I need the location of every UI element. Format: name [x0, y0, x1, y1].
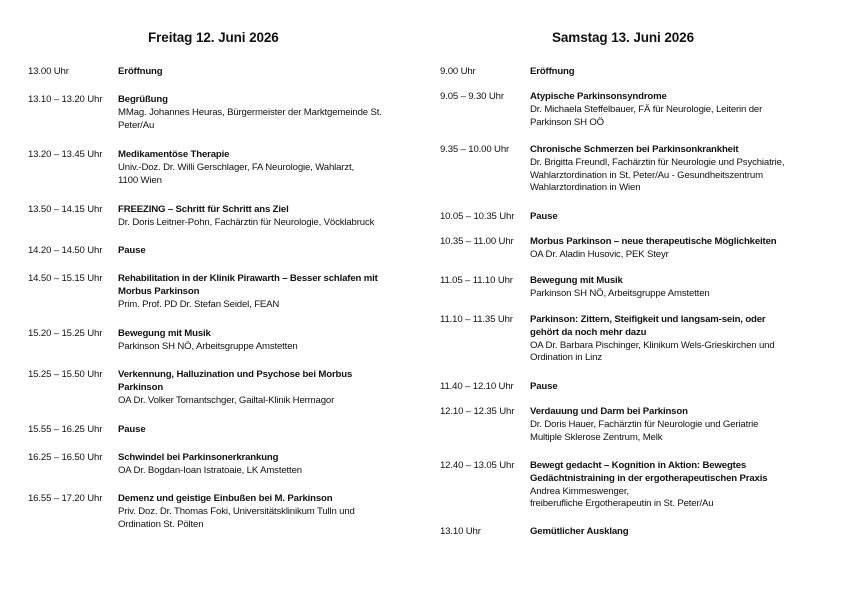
entry-content	[530, 406, 820, 444]
entry-title: Chronische Schmerzen bei Parkinsonkrankheit	[530, 144, 739, 155]
entry-title: Gemütlicher Ausklang	[530, 526, 629, 537]
entry-time: 10.05 – 10.35 Uhr	[440, 211, 515, 222]
entry-title: Bewegung mit Musik	[530, 275, 623, 286]
entry-content	[118, 452, 408, 478]
entry-speaker: Parkinson SH NÖ, Arbeitsgruppe Amstetten	[530, 287, 710, 299]
entry-time: 13.20 – 13.45 Uhr	[28, 149, 103, 160]
entry-content	[530, 91, 820, 129]
entry-content	[530, 460, 820, 511]
entry-content	[118, 149, 408, 187]
entry-content	[530, 236, 820, 262]
entry-title: Verkennung, Halluzination und Psychose bei Morbus Parkinson	[118, 369, 353, 393]
entry-time: 15.20 – 15.25 Uhr	[28, 328, 103, 339]
entry-content	[118, 493, 408, 531]
entry-time: 13.10 – 13.20 Uhr	[28, 94, 103, 105]
friday-heading: Freitag 12. Juni 2026	[148, 30, 279, 45]
entry-title: Rehabilitation in der Klinik Pirawarth – Besser schlafen mit Morbus Parkinson	[118, 273, 378, 297]
entry-speaker: Dr. Doris Leitner-Pohn, Fachärztin für Neurologie, Vöcklabruck	[118, 216, 375, 228]
entry-content	[530, 314, 820, 365]
entry-title: Pause	[118, 424, 146, 435]
entry-title: Bewegung mit Musik	[118, 328, 211, 339]
entry-time: 16.55 – 17.20 Uhr	[28, 493, 103, 504]
entry-time: 11.40 – 12.10 Uhr	[440, 381, 514, 392]
entry-speaker: Parkinson SH NÖ, Arbeitsgruppe Amstetten	[118, 340, 298, 352]
entry-content	[118, 204, 408, 230]
entry-title: FREEZING – Schritt für Schritt ans Ziel	[118, 204, 289, 215]
entry-title: Bewegt gedacht – Kognition in Aktion: Bewegtes Gedächtnistraining in der ergotherapeutischen Praxis	[530, 460, 768, 484]
entry-content	[530, 381, 820, 394]
entry-time: 15.25 – 15.50 Uhr	[28, 369, 103, 380]
entry-speaker: OA Dr. Aladin Husovic, PEK Steyr	[530, 248, 669, 260]
entry-content	[530, 526, 820, 539]
entry-speaker: Andrea Kimmeswenger, freiberufliche Ergotherapeutin in St. Peter/Au	[530, 485, 714, 510]
entry-title: Eröffnung	[530, 66, 575, 77]
entry-speaker: Prim. Prof. PD Dr. Stefan Seidel, FEAN	[118, 298, 280, 310]
entry-time: 11.05 – 11.10 Uhr	[440, 275, 513, 286]
entry-speaker: Dr. Michaela Steffelbauer, FÄ für Neurologie, Leiterin der Parkinson SH OÖ	[530, 103, 763, 128]
entry-speaker: Priv. Doz. Dr. Thomas Foki, Universitätsklinikum Tulln und Ordination St. Pölten	[118, 505, 355, 530]
entry-content	[118, 245, 408, 258]
entry-speaker: MMag. Johannes Heuras, Bürgermeister der Marktgemeinde St. Peter/Au	[118, 106, 382, 131]
entry-content	[118, 273, 408, 311]
entry-time: 13.50 – 14.15 Uhr	[28, 204, 103, 215]
entry-title: Begrüßung	[118, 94, 168, 105]
entry-time: 14.20 – 14.50 Uhr	[28, 245, 103, 256]
entry-content	[530, 275, 820, 301]
entry-title: Parkinson: Zittern, Steifigkeit und langsam-sein, oder gehört da noch mehr dazu	[530, 314, 766, 338]
entry-time: 9.00 Uhr	[440, 66, 476, 77]
entry-time: 12.10 – 12.35 Uhr	[440, 406, 515, 417]
entry-time: 10.35 – 11.00 Uhr	[440, 236, 514, 247]
entry-title: Morbus Parkinson – neue therapeutische Möglichkeiten	[530, 236, 777, 247]
entry-content	[118, 328, 408, 354]
entry-speaker: Dr. Brigitta Freundl, Fachärztin für Neurologie und Psychiatrie, Wahlarztordination in St. Peter/Au - Gesundheitszentrum Wahlarztordination in Wien	[530, 156, 785, 194]
entry-time: 9.05 – 9.30 Uhr	[440, 91, 504, 102]
entry-content	[118, 66, 408, 79]
entry-title: Eröffnung	[118, 66, 163, 77]
entry-time: 15.55 – 16.25 Uhr	[28, 424, 103, 435]
entry-time: 16.25 – 16.50 Uhr	[28, 452, 103, 463]
entry-title: Pause	[530, 381, 558, 392]
entry-speaker: OA Dr. Volker Tomantschger, Gailtal-Klinik Hermagor	[118, 394, 335, 406]
entry-content	[530, 66, 820, 79]
entry-content	[530, 144, 820, 195]
entry-title: Verdauung und Darm bei Parkinson	[530, 406, 688, 417]
entry-title: Demenz und geistige Einbußen bei M. Parkinson	[118, 493, 333, 504]
entry-time: 9.35 – 10.00 Uhr	[440, 144, 510, 155]
entry-title: Pause	[530, 211, 558, 222]
entry-content	[118, 424, 408, 437]
entry-title: Medikamentöse Therapie	[118, 149, 230, 160]
entry-content	[530, 211, 820, 224]
entry-time: 14.50 – 15.15 Uhr	[28, 273, 103, 284]
saturday-heading: Samstag 13. Juni 2026	[552, 30, 694, 45]
entry-title: Schwindel bei Parkinsonerkrankung	[118, 452, 279, 463]
entry-speaker: Univ.-Doz. Dr. Willi Gerschlager, FA Neurologie, Wahlarzt, 1100 Wien	[118, 161, 355, 186]
entry-content	[118, 94, 408, 132]
entry-time: 13.10 Uhr	[440, 526, 481, 537]
entry-time: 11.10 – 11.35 Uhr	[440, 314, 513, 325]
entry-speaker: OA Dr. Bogdan-Ioan Istratoaie, LK Amstetten	[118, 464, 302, 476]
entry-title: Pause	[118, 245, 146, 256]
entry-time: 12.40 – 13.05 Uhr	[440, 460, 515, 471]
entry-speaker: OA Dr. Barbara Pischinger, Klinikum Wels-Grieskirchen und Ordination in Linz	[530, 339, 775, 364]
entry-title: Atypische Parkinsonsyndrome	[530, 91, 667, 102]
entry-time: 13.00 Uhr	[28, 66, 69, 77]
entry-speaker: Dr. Doris Hauer, Fachärztin für Neurologie und Geriatrie Multiple Sklerose Zentrum, Melk	[530, 418, 759, 443]
entry-content	[118, 369, 408, 407]
